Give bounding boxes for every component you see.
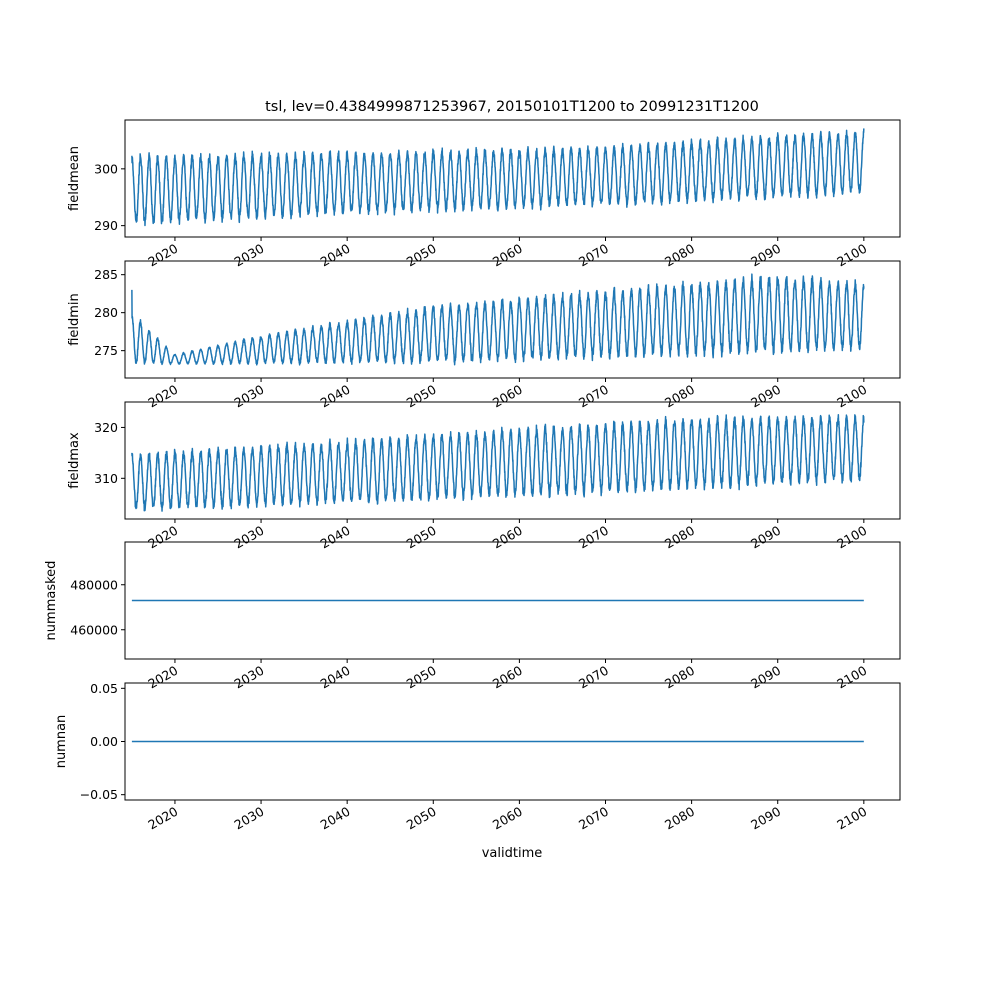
x-tick-label: 2030 — [231, 381, 267, 411]
x-tick-label: 2060 — [489, 662, 525, 692]
x-tick-label: 2040 — [317, 381, 353, 411]
chart-title: tsl, lev=0.4384999871253967, 20150101T1200 to 20991231T1200 — [265, 99, 759, 115]
y-tick-label: 310 — [94, 470, 118, 486]
y-tick-label: 290 — [94, 218, 118, 234]
x-tick-label: 2030 — [231, 240, 267, 270]
x-tick-label: 2080 — [662, 803, 698, 833]
y-tick-label: 480000 — [70, 577, 118, 593]
x-tick-label: 2020 — [145, 240, 181, 270]
y-tick-label: 285 — [94, 267, 118, 283]
panel-fieldmax — [67, 402, 900, 552]
x-tick-label: 2050 — [403, 240, 439, 270]
x-tick-label: 2080 — [662, 662, 698, 692]
x-tick-label: 2090 — [748, 522, 784, 552]
y-tick-label: 0.05 — [90, 680, 118, 696]
x-tick-label: 2100 — [834, 381, 870, 411]
x-tick-label: 2040 — [317, 803, 353, 833]
x-tick-label: 2060 — [489, 522, 525, 552]
x-tick-label: 2100 — [834, 662, 870, 692]
x-tick-label: 2100 — [834, 240, 870, 270]
panel-numnan — [54, 681, 900, 833]
x-tick-label: 2080 — [662, 381, 698, 411]
x-tick-label: 2040 — [317, 240, 353, 270]
y-tick-label: 460000 — [70, 622, 118, 638]
y-axis-label: fieldmean — [67, 146, 82, 211]
x-tick-label: 2040 — [317, 522, 353, 552]
x-tick-label: 2050 — [403, 803, 439, 833]
x-tick-label: 2070 — [575, 240, 611, 270]
x-tick-label: 2100 — [834, 522, 870, 552]
x-tick-label: 2080 — [662, 522, 698, 552]
y-axis-label: fieldmin — [67, 293, 82, 346]
x-tick-label: 2080 — [662, 240, 698, 270]
y-axis-label: fieldmax — [67, 432, 82, 489]
x-axis-label: validtime — [481, 846, 543, 861]
series-line-fieldmin-0 — [132, 274, 864, 365]
x-tick-label: 2090 — [748, 803, 784, 833]
x-tick-label: 2050 — [403, 522, 439, 552]
x-tick-label: 2020 — [145, 803, 181, 833]
y-tick-label: 275 — [94, 343, 118, 359]
x-tick-label: 2020 — [145, 662, 181, 692]
x-tick-label: 2030 — [231, 662, 267, 692]
series-line-fieldmean-0 — [132, 128, 864, 225]
y-tick-label: −0.05 — [79, 787, 118, 803]
x-tick-label: 2060 — [489, 381, 525, 411]
y-axis-label: numnan — [54, 714, 69, 769]
x-tick-label: 2070 — [575, 381, 611, 411]
x-tick-label: 2090 — [748, 240, 784, 270]
x-tick-label: 2060 — [489, 240, 525, 270]
x-tick-label: 2070 — [575, 803, 611, 833]
x-tick-label: 2060 — [489, 803, 525, 833]
x-tick-label: 2090 — [748, 662, 784, 692]
y-tick-label: 320 — [94, 419, 118, 435]
x-tick-label: 2090 — [748, 381, 784, 411]
x-tick-label: 2050 — [403, 662, 439, 692]
x-tick-label: 2030 — [231, 522, 267, 552]
x-tick-label: 2030 — [231, 803, 267, 833]
panel-nummasked — [44, 542, 900, 692]
x-tick-label: 2100 — [834, 803, 870, 833]
panel-fieldmin — [67, 261, 900, 411]
x-tick-label: 2070 — [575, 662, 611, 692]
x-tick-label: 2050 — [403, 381, 439, 411]
y-tick-label: 300 — [94, 161, 118, 177]
series-line-fieldmax-0 — [132, 415, 864, 511]
x-tick-label: 2020 — [145, 381, 181, 411]
x-tick-label: 2040 — [317, 662, 353, 692]
x-tick-label: 2070 — [575, 522, 611, 552]
y-tick-label: 280 — [94, 305, 118, 321]
y-axis-label: nummasked — [44, 560, 59, 641]
panel-fieldmean — [67, 120, 900, 270]
y-tick-label: 0.00 — [90, 734, 118, 749]
x-tick-label: 2020 — [145, 522, 181, 552]
